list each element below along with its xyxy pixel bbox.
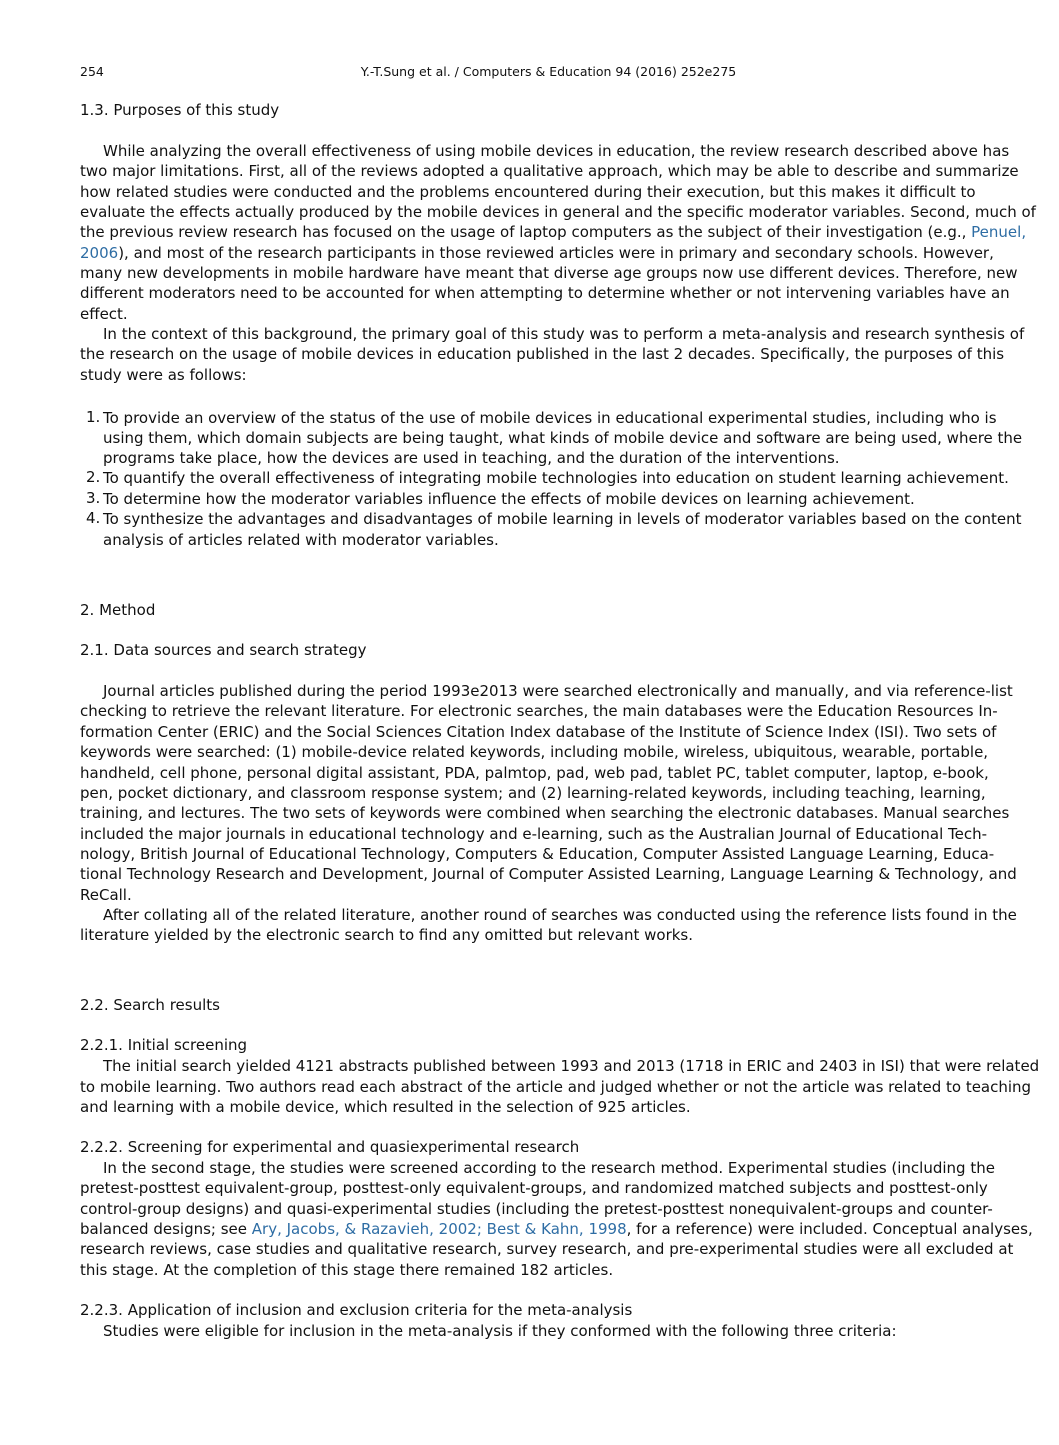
paragraph-line: training, and lectures. The two sets of keywords were combined when searching the electronic databases. Manual searches xyxy=(80,804,1010,822)
paragraph-line: In the second stage, the studies were screened according to the research method. Experimental studies (including the xyxy=(103,1159,995,1177)
list-item-line: analysis of articles related with moderator variables. xyxy=(103,531,499,549)
section-heading-2-2: 2.2. Search results xyxy=(80,996,220,1014)
paragraph-line: After collating all of the related literature, another round of searches was conducted using the reference lists found in the xyxy=(103,906,1017,924)
paragraph-line: literature yielded by the electronic search to find any omitted but relevant works. xyxy=(80,926,694,944)
paragraph-line: control-group designs) and quasi-experimental studies (including the pretest-posttest nonequivalent-groups and counter- xyxy=(80,1200,993,1218)
section-heading-2-1: 2.1. Data sources and search strategy xyxy=(80,641,367,659)
citation-link[interactable]: Ary, Jacobs, & Razavieh, 2002; Best & Kahn, 1998 xyxy=(251,1220,627,1238)
paragraph-line: formation Center (ERIC) and the Social Sciences Citation Index database of the Institute of Science Index (ISI). Two sets of xyxy=(80,723,997,741)
list-number: 3. xyxy=(86,489,101,507)
paragraph-line: effect. xyxy=(80,305,128,323)
list-item-line: To synthesize the advantages and disadvantages of mobile learning in levels of moderator variables based on the content xyxy=(103,510,1022,528)
subsection-heading-2-2-1: 2.2.1. Initial screening xyxy=(80,1036,248,1054)
paragraph-line: different moderators need to be accounted for when attempting to determine whether or not intervening variables have an xyxy=(80,284,1010,302)
list-item-line: To quantify the overall effectiveness of integrating mobile technologies into education on student learning achievement. xyxy=(103,469,1009,487)
paragraph-line: The initial search yielded 4121 abstracts published between 1993 and 2013 (1718 in ERIC and 2403 in ISI) that were related xyxy=(103,1057,1040,1075)
paragraph-line: Journal articles published during the period 1993e2013 were searched electronically and manually, and via reference-list xyxy=(103,682,1013,700)
paragraph-line: nology, British Journal of Educational Technology, Computers & Education, Computer Assisted Language Learning, Educa- xyxy=(80,845,995,863)
list-number: 4. xyxy=(86,509,101,527)
subsection-heading-2-2-3: 2.2.3. Application of inclusion and exclusion criteria for the meta-analysis xyxy=(80,1301,633,1319)
paragraph-line: While analyzing the overall effectiveness of using mobile devices in education, the review research described above has xyxy=(103,142,1010,160)
paragraph-line: evaluate the effects actually produced by the mobile devices in general and the specific moderator variables. Second, much of xyxy=(80,203,1036,221)
list-item-line: To determine how the moderator variables influence the effects of mobile devices on learning achievement. xyxy=(103,490,915,508)
paragraph-line: pretest-posttest equivalent-group, posttest-only equivalent-groups, and randomized matched subjects and posttest-only xyxy=(80,1179,988,1197)
page-number: 254 xyxy=(80,64,104,79)
list-number: 1. xyxy=(86,408,101,426)
running-header: Y.-T.Sung et al. / Computers & Education 94 (2016) 252e275 xyxy=(360,64,737,79)
paragraph-line: how related studies were conducted and the problems encountered during their execution, but this makes it difficult to xyxy=(80,183,976,201)
list-number: 2. xyxy=(86,468,101,486)
paragraph-line: In the context of this background, the primary goal of this study was to perform a meta-analysis and research synthesis of xyxy=(103,325,1025,343)
paragraph-line: pen, pocket dictionary, and classroom response system; and (2) learning-related keywords, including teaching, learning, xyxy=(80,784,986,802)
paragraph-line: two major limitations. First, all of the reviews adopted a qualitative approach, which may be able to describe and summarize xyxy=(80,162,1019,180)
list-item-line: using them, which domain subjects are being taught, what kinds of mobile device and software are being used, where the xyxy=(103,429,1023,447)
paragraph-line: study were as follows: xyxy=(80,366,247,384)
paragraph-line: balanced designs; see Ary, Jacobs, & Razavieh, 2002; Best & Kahn, 1998, for a reference) were included. Conceptual analyses, xyxy=(80,1220,1033,1238)
subsection-heading-2-2-2: 2.2.2. Screening for experimental and quasiexperimental research xyxy=(80,1138,580,1156)
paragraph-line: the research on the usage of mobile devices in education published in the last 2 decades. Specifically, the purposes of this xyxy=(80,345,1005,363)
paragraph-line: to mobile learning. Two authors read each abstract of the article and judged whether or not the article was related to teaching xyxy=(80,1078,1032,1096)
citation-link[interactable]: Penuel, xyxy=(966,223,1027,241)
paragraph-line: and learning with a mobile device, which resulted in the selection of 925 articles. xyxy=(80,1098,691,1116)
paragraph-line: included the major journals in educational technology and e-learning, such as the Australian Journal of Educational Tech- xyxy=(80,825,988,843)
paragraph-line: keywords were searched: (1) mobile-device related keywords, including mobile, wireless, ubiquitous, wearable, portable, xyxy=(80,743,989,761)
list-item-line: programs take place, how the devices are used in teaching, and the duration of the interventions. xyxy=(103,449,840,467)
paragraph-line: ReCall. xyxy=(80,886,132,904)
paragraph-line: checking to retrieve the relevant literature. For electronic searches, the main databases were the Education Resources In- xyxy=(80,702,998,720)
paragraph-line: this stage. At the completion of this stage there remained 182 articles. xyxy=(80,1261,614,1279)
citation-link[interactable]: 2006 xyxy=(80,244,119,262)
paragraph-line: the previous review research has focused on the usage of laptop computers as the subject of their investigation (e.g., Penuel, xyxy=(80,223,1027,241)
paragraph-line: 2006), and most of the research participants in those reviewed articles were in primary and secondary schools. However, xyxy=(80,244,994,262)
section-heading-1-3: 1.3. Purposes of this study xyxy=(80,101,280,119)
section-heading-2: 2. Method xyxy=(80,601,156,619)
paragraph-line: many new developments in mobile hardware have meant that diverse age groups now use different devices. Therefore, new xyxy=(80,264,1018,282)
paragraph-line: handheld, cell phone, personal digital assistant, PDA, palmtop, pad, web pad, tablet PC, tablet computer, laptop, e-book, xyxy=(80,764,989,782)
paragraph-line: Studies were eligible for inclusion in the meta-analysis if they conformed with the following three criteria: xyxy=(103,1322,897,1340)
list-item-line: To provide an overview of the status of the use of mobile devices in educational experimental studies, including who is xyxy=(103,409,997,427)
paragraph-line: tional Technology Research and Development, Journal of Computer Assisted Learning, Language Learning & Technology, and xyxy=(80,865,1017,883)
paragraph-line: research reviews, case studies and qualitative research, survey research, and pre-experimental studies were all excluded at xyxy=(80,1240,1014,1258)
